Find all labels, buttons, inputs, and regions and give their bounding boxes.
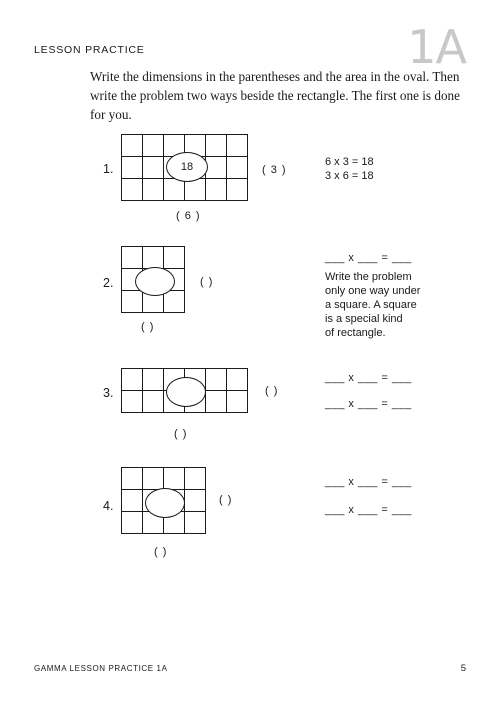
- equation-blank: ___ x ___ = ___: [325, 398, 412, 410]
- equation-blank: ___ x ___ = ___: [325, 372, 412, 384]
- equation-blank: ___ x ___ = ___: [325, 504, 412, 516]
- side-dimension: ( ): [265, 385, 279, 397]
- lesson-badge: 1A: [407, 20, 466, 74]
- area-oval: [166, 377, 206, 407]
- instructions-text: Write the dimensions in the parentheses and the area in the oval. Then write the problem two ways beside the rectangle. The first one is done for you.: [90, 69, 460, 122]
- equation-blank: ___ x ___ = ___: [325, 476, 412, 488]
- equation-1: 6 x 3 = 18: [325, 156, 374, 168]
- bottom-dimension: ( ): [141, 321, 155, 333]
- footer-label: GAMMA LESSON PRACTICE 1A: [34, 664, 168, 673]
- page-number: 5: [460, 663, 466, 674]
- problem-number: 1.: [103, 162, 114, 176]
- area-oval: [145, 488, 185, 518]
- problem-number: 4.: [103, 499, 114, 513]
- side-dimension: ( ): [200, 276, 214, 288]
- square-note: Write the problem only one way under a square. A square is a special kind of rectangle.: [325, 271, 421, 339]
- equation-blank: ___ x ___ = ___: [325, 252, 412, 264]
- side-dimension: ( 3 ): [262, 164, 287, 176]
- side-dimension: ( ): [219, 494, 233, 506]
- bottom-dimension: ( 6 ): [176, 210, 201, 222]
- bottom-dimension: ( ): [174, 428, 188, 440]
- area-oval: [135, 267, 175, 296]
- equation-2: 3 x 6 = 18: [325, 170, 374, 182]
- section-label: LESSON PRACTICE: [34, 44, 145, 56]
- area-oval: 18: [166, 152, 208, 182]
- bottom-dimension: ( ): [154, 546, 168, 558]
- problem-number: 2.: [103, 276, 114, 290]
- problem-number: 3.: [103, 386, 114, 400]
